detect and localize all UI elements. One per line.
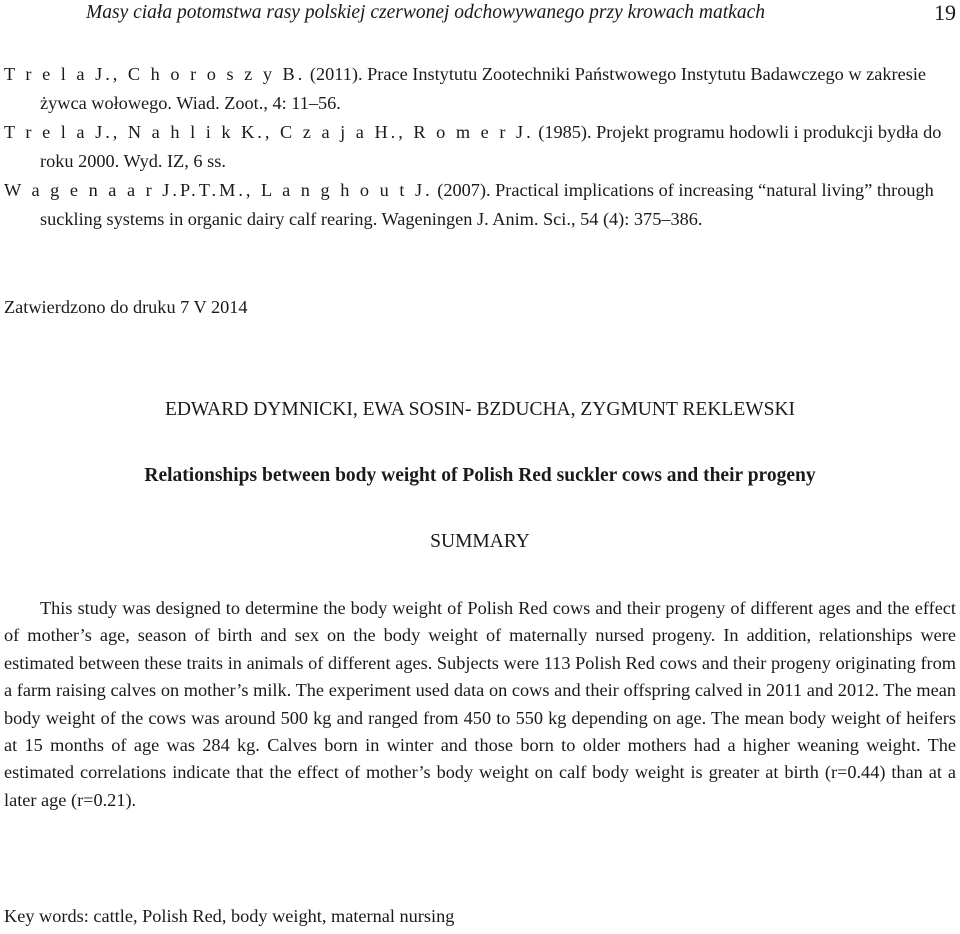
reference-item — [4, 176, 956, 234]
reference-list — [4, 60, 956, 234]
english-title: Relationships between body weight of Polish Red suckler cows and their progeny — [144, 465, 816, 486]
keywords: Key words: cattle, Polish Red, body weight, maternal nursing — [4, 906, 455, 926]
summary-paragraph: This study was designed to determine the body weight of Polish Red cows and their progeny of different ages and the effect of mother’s age, season of birth and sex on the body weight of maternally nursed progeny. In addition, relationships were estimated between these traits in animals of different ages. Subjects were 113 Polish Red cows and their progeny originating from a farm raising calves on mother’s milk. The experiment used data on cows and their offspring calved in 2011 and 2012. The mean body weight of the cows was around 500 kg and ranged from 450 to 550 kg depending on age. The mean body weight of heifers at 15 months of age was 284 kg. Calves born in winter and those born to older mothers had a higher weaning weight. The estimated correlations indicate that the effect of mother’s body weight on calf body weight is greater at birth (r=0.44) than at a later age (r=0.21). — [4, 598, 956, 810]
reference-authors: T r e l a J., C h o r o s z y B. — [4, 64, 306, 84]
reference-item — [4, 118, 956, 176]
page-header — [0, 0, 960, 30]
reference-text: (2011). Prace Instytutu Zootechniki Państwowego Instytutu Badawczego w zakresie żywca wołowego. Wiad. Zoot., 4: 11–56. — [40, 64, 927, 113]
reference-text: (1985). Projekt programu hodowli i produkcji bydła do roku 2000. Wyd. IZ, 6 ss. — [40, 122, 942, 171]
reference-text: (2007). Practical implications of increasing “natural living” through suckling systems in organic dairy calf rearing. Wageningen J. Anim. Sci., 54 (4): 375–386. — [40, 180, 934, 229]
reference-authors: W a g e n a a r J.P.T.M., L a n g h o u t J. — [4, 180, 433, 200]
running-title: Masy ciała potomstwa rasy polskiej czerwonej odchowywanego przy krowach matkach — [86, 2, 765, 23]
reference-item — [4, 60, 956, 118]
page-number: 19 — [934, 0, 956, 25]
author-list: EDWARD DYMNICKI, EWA SOSIN- BZDUCHA, ZYGMUNT REKLEWSKI — [164, 399, 796, 420]
summary-heading: SUMMARY — [430, 531, 530, 552]
approval-note: Zatwierdzono do druku 7 V 2014 — [4, 297, 248, 317]
reference-authors: T r e l a J., N a h l i k K., C z a j a H., R o m e r J. — [4, 122, 534, 142]
